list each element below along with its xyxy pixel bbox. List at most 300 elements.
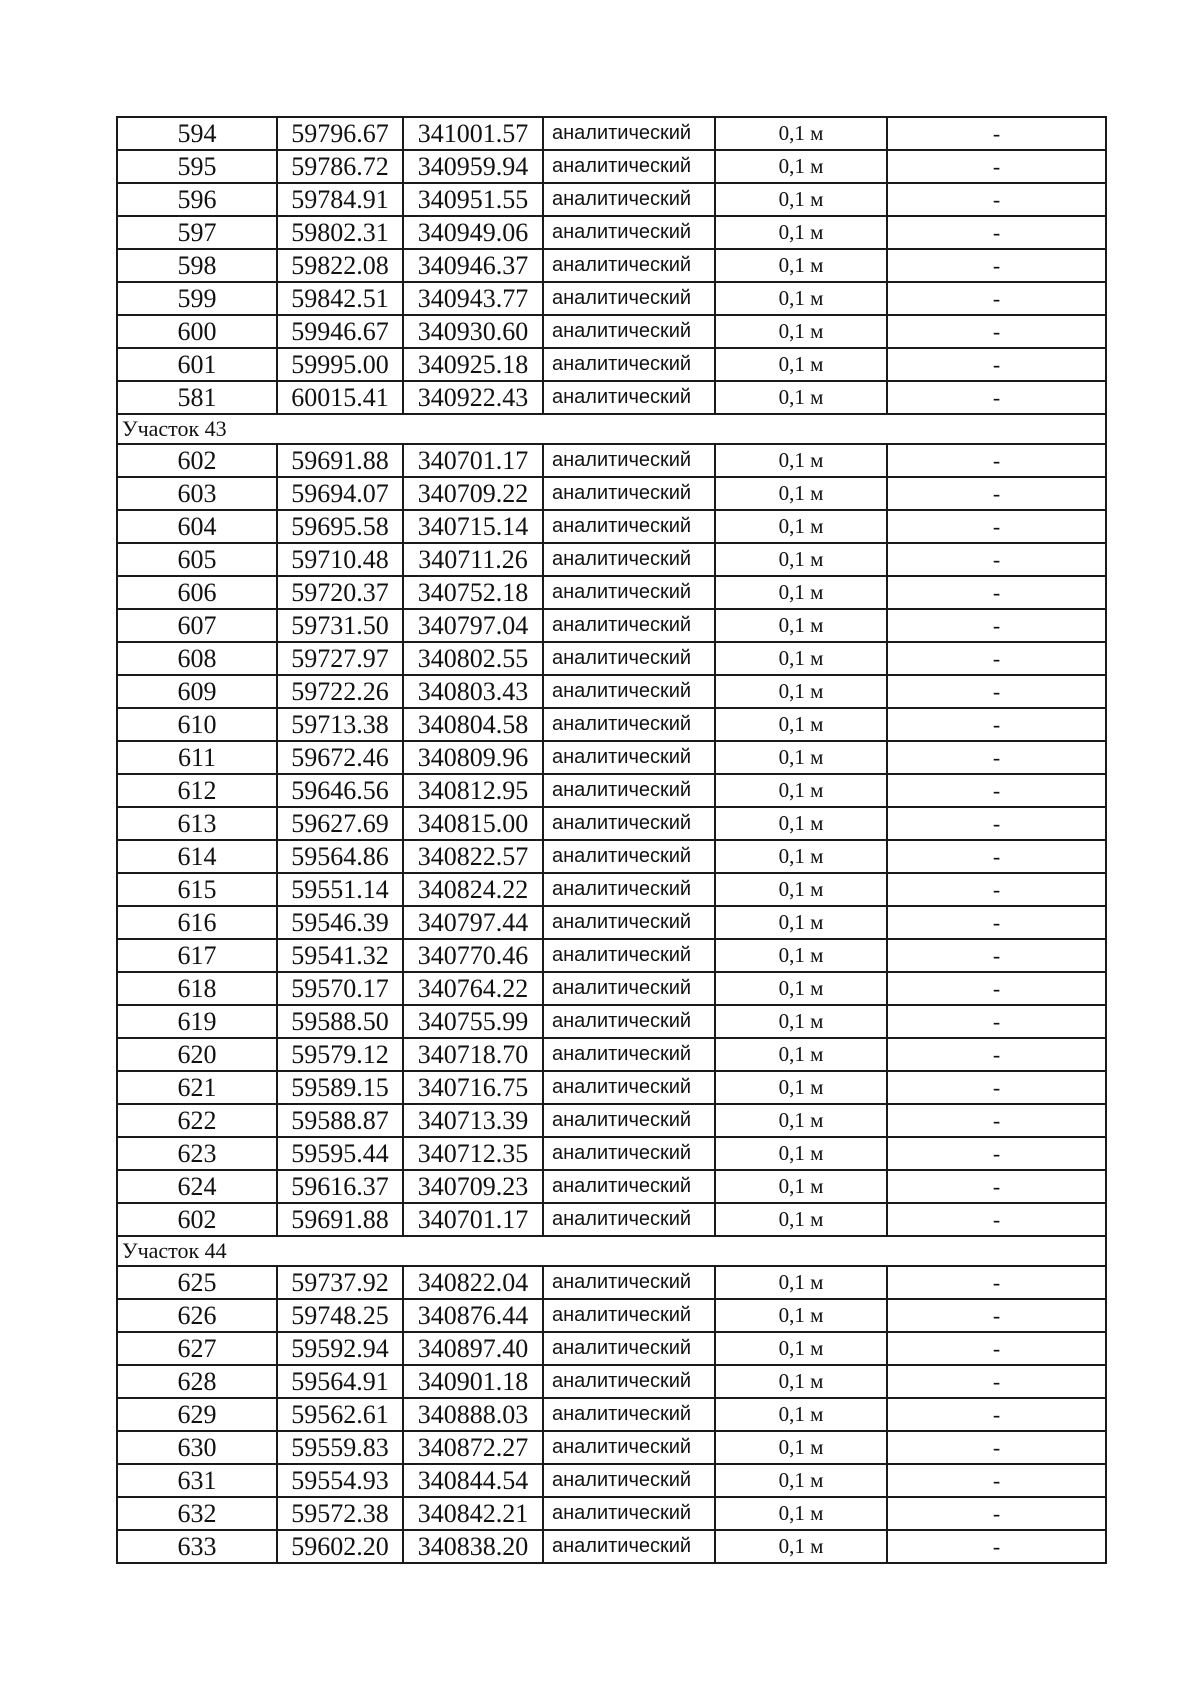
x-coordinate-cell: 59842.51: [277, 282, 403, 315]
accuracy-cell: 0,1 м: [715, 642, 887, 675]
x-coordinate-cell: 59564.91: [277, 1365, 403, 1398]
y-coordinate-cell: 340709.22: [403, 477, 543, 510]
accuracy-cell: 0,1 м: [715, 444, 887, 477]
point-number-cell: 581: [117, 381, 277, 414]
accuracy-cell: 0,1 м: [715, 348, 887, 381]
note-cell: -: [887, 1104, 1106, 1137]
table-row: [117, 1137, 1106, 1170]
point-number-cell: 594: [117, 117, 277, 150]
y-coordinate-cell: 340888.03: [403, 1398, 543, 1431]
y-coordinate-cell: 340701.17: [403, 1203, 543, 1236]
accuracy-cell: 0,1 м: [715, 1332, 887, 1365]
accuracy-cell: 0,1 м: [715, 939, 887, 972]
y-coordinate-cell: 340946.37: [403, 249, 543, 282]
method-cell: аналитический: [543, 1464, 715, 1497]
point-number-cell: 614: [117, 840, 277, 873]
method-cell: аналитический: [543, 708, 715, 741]
x-coordinate-cell: 59588.50: [277, 1005, 403, 1038]
note-cell: -: [887, 1266, 1106, 1299]
table-row: [117, 741, 1106, 774]
method-cell: аналитический: [543, 216, 715, 249]
x-coordinate-cell: 59691.88: [277, 444, 403, 477]
x-coordinate-cell: 59551.14: [277, 873, 403, 906]
point-number-cell: 626: [117, 1299, 277, 1332]
y-coordinate-cell: 340876.44: [403, 1299, 543, 1332]
x-coordinate-cell: 59572.38: [277, 1497, 403, 1530]
method-cell: аналитический: [543, 576, 715, 609]
table-row: [117, 939, 1106, 972]
accuracy-cell: 0,1 м: [715, 543, 887, 576]
y-coordinate-cell: 340701.17: [403, 444, 543, 477]
point-number-cell: 624: [117, 1170, 277, 1203]
point-number-cell: 596: [117, 183, 277, 216]
section-title: Участок 44: [117, 1236, 1106, 1266]
table-row: [117, 1398, 1106, 1431]
y-coordinate-cell: 340803.43: [403, 675, 543, 708]
table-row: [117, 1203, 1106, 1236]
note-cell: -: [887, 117, 1106, 150]
table-row: [117, 1464, 1106, 1497]
y-coordinate-cell: 340824.22: [403, 873, 543, 906]
table-row: [117, 1431, 1106, 1464]
x-coordinate-cell: 59541.32: [277, 939, 403, 972]
point-number-cell: 619: [117, 1005, 277, 1038]
method-cell: аналитический: [543, 249, 715, 282]
accuracy-cell: 0,1 м: [715, 741, 887, 774]
table-row: [117, 840, 1106, 873]
accuracy-cell: 0,1 м: [715, 1497, 887, 1530]
y-coordinate-cell: 340718.70: [403, 1038, 543, 1071]
accuracy-cell: 0,1 м: [715, 675, 887, 708]
accuracy-cell: 0,1 м: [715, 1038, 887, 1071]
y-coordinate-cell: 341001.57: [403, 117, 543, 150]
y-coordinate-cell: 340797.44: [403, 906, 543, 939]
x-coordinate-cell: 59786.72: [277, 150, 403, 183]
note-cell: -: [887, 1431, 1106, 1464]
method-cell: аналитический: [543, 1530, 715, 1563]
y-coordinate-cell: 340922.43: [403, 381, 543, 414]
point-number-cell: 620: [117, 1038, 277, 1071]
table-row: [117, 675, 1106, 708]
accuracy-cell: 0,1 м: [715, 840, 887, 873]
method-cell: аналитический: [543, 150, 715, 183]
point-number-cell: 618: [117, 972, 277, 1005]
method-cell: аналитический: [543, 675, 715, 708]
note-cell: -: [887, 348, 1106, 381]
point-number-cell: 598: [117, 249, 277, 282]
note-cell: -: [887, 1365, 1106, 1398]
x-coordinate-cell: 59589.15: [277, 1071, 403, 1104]
x-coordinate-cell: 59546.39: [277, 906, 403, 939]
table-row: [117, 1071, 1106, 1104]
table-row: [117, 1365, 1106, 1398]
note-cell: -: [887, 543, 1106, 576]
point-number-cell: 595: [117, 150, 277, 183]
y-coordinate-cell: 340711.26: [403, 543, 543, 576]
y-coordinate-cell: 340951.55: [403, 183, 543, 216]
note-cell: -: [887, 972, 1106, 1005]
y-coordinate-cell: 340838.20: [403, 1530, 543, 1563]
note-cell: -: [887, 477, 1106, 510]
y-coordinate-cell: 340804.58: [403, 708, 543, 741]
method-cell: аналитический: [543, 1299, 715, 1332]
table-row: [117, 444, 1106, 477]
y-coordinate-cell: 340716.75: [403, 1071, 543, 1104]
method-cell: аналитический: [543, 477, 715, 510]
method-cell: аналитический: [543, 939, 715, 972]
y-coordinate-cell: 340815.00: [403, 807, 543, 840]
method-cell: аналитический: [543, 1038, 715, 1071]
accuracy-cell: 0,1 м: [715, 807, 887, 840]
table-row: [117, 1497, 1106, 1530]
table-row: [117, 348, 1106, 381]
accuracy-cell: 0,1 м: [715, 117, 887, 150]
point-number-cell: 606: [117, 576, 277, 609]
note-cell: -: [887, 576, 1106, 609]
method-cell: аналитический: [543, 906, 715, 939]
point-number-cell: 615: [117, 873, 277, 906]
method-cell: аналитический: [543, 510, 715, 543]
y-coordinate-cell: 340822.04: [403, 1266, 543, 1299]
table-row: [117, 807, 1106, 840]
x-coordinate-cell: 59602.20: [277, 1530, 403, 1563]
point-number-cell: 612: [117, 774, 277, 807]
x-coordinate-cell: 59616.37: [277, 1170, 403, 1203]
note-cell: -: [887, 642, 1106, 675]
y-coordinate-cell: 340712.35: [403, 1137, 543, 1170]
note-cell: -: [887, 807, 1106, 840]
y-coordinate-cell: 340844.54: [403, 1464, 543, 1497]
y-coordinate-cell: 340872.27: [403, 1431, 543, 1464]
point-number-cell: 599: [117, 282, 277, 315]
method-cell: аналитический: [543, 774, 715, 807]
y-coordinate-cell: 340822.57: [403, 840, 543, 873]
note-cell: -: [887, 183, 1106, 216]
accuracy-cell: 0,1 м: [715, 1431, 887, 1464]
x-coordinate-cell: 59748.25: [277, 1299, 403, 1332]
point-number-cell: 627: [117, 1332, 277, 1365]
x-coordinate-cell: 59694.07: [277, 477, 403, 510]
point-number-cell: 623: [117, 1137, 277, 1170]
y-coordinate-cell: 340949.06: [403, 216, 543, 249]
method-cell: аналитический: [543, 348, 715, 381]
method-cell: аналитический: [543, 543, 715, 576]
note-cell: -: [887, 774, 1106, 807]
x-coordinate-cell: 59559.83: [277, 1431, 403, 1464]
note-cell: -: [887, 1332, 1106, 1365]
note-cell: -: [887, 741, 1106, 774]
note-cell: -: [887, 873, 1106, 906]
method-cell: аналитический: [543, 1398, 715, 1431]
table-row: [117, 381, 1106, 414]
point-number-cell: 613: [117, 807, 277, 840]
table-row: [117, 1530, 1106, 1563]
x-coordinate-cell: 59595.44: [277, 1137, 403, 1170]
method-cell: аналитический: [543, 1365, 715, 1398]
method-cell: аналитический: [543, 1170, 715, 1203]
accuracy-cell: 0,1 м: [715, 1398, 887, 1431]
point-number-cell: 617: [117, 939, 277, 972]
method-cell: аналитический: [543, 840, 715, 873]
method-cell: аналитический: [543, 1266, 715, 1299]
point-number-cell: 607: [117, 609, 277, 642]
x-coordinate-cell: 59802.31: [277, 216, 403, 249]
accuracy-cell: 0,1 м: [715, 183, 887, 216]
accuracy-cell: 0,1 м: [715, 1464, 887, 1497]
method-cell: аналитический: [543, 444, 715, 477]
y-coordinate-cell: 340930.60: [403, 315, 543, 348]
y-coordinate-cell: 340802.55: [403, 642, 543, 675]
table-row: [117, 873, 1106, 906]
y-coordinate-cell: 340812.95: [403, 774, 543, 807]
point-number-cell: 611: [117, 741, 277, 774]
accuracy-cell: 0,1 м: [715, 774, 887, 807]
accuracy-cell: 0,1 м: [715, 708, 887, 741]
x-coordinate-cell: 59646.56: [277, 774, 403, 807]
x-coordinate-cell: 59727.97: [277, 642, 403, 675]
point-number-cell: 609: [117, 675, 277, 708]
table-row: [117, 315, 1106, 348]
y-coordinate-cell: 340713.39: [403, 1104, 543, 1137]
accuracy-cell: 0,1 м: [715, 249, 887, 282]
x-coordinate-cell: 59731.50: [277, 609, 403, 642]
x-coordinate-cell: 59672.46: [277, 741, 403, 774]
method-cell: аналитический: [543, 1431, 715, 1464]
note-cell: -: [887, 1299, 1106, 1332]
table-row: [117, 576, 1106, 609]
note-cell: -: [887, 1398, 1106, 1431]
y-coordinate-cell: 340715.14: [403, 510, 543, 543]
x-coordinate-cell: 59946.67: [277, 315, 403, 348]
accuracy-cell: 0,1 м: [715, 1170, 887, 1203]
table-row: [117, 972, 1106, 1005]
point-number-cell: 602: [117, 1203, 277, 1236]
note-cell: -: [887, 1005, 1106, 1038]
point-number-cell: 605: [117, 543, 277, 576]
x-coordinate-cell: 59995.00: [277, 348, 403, 381]
table-row: [117, 282, 1106, 315]
accuracy-cell: 0,1 м: [715, 873, 887, 906]
accuracy-cell: 0,1 м: [715, 282, 887, 315]
note-cell: -: [887, 1071, 1106, 1104]
method-cell: аналитический: [543, 315, 715, 348]
method-cell: аналитический: [543, 1203, 715, 1236]
method-cell: аналитический: [543, 1332, 715, 1365]
table-row: [117, 1299, 1106, 1332]
note-cell: -: [887, 150, 1106, 183]
table-row: [117, 906, 1106, 939]
y-coordinate-cell: 340897.40: [403, 1332, 543, 1365]
accuracy-cell: 0,1 м: [715, 1365, 887, 1398]
x-coordinate-cell: 60015.41: [277, 381, 403, 414]
method-cell: аналитический: [543, 117, 715, 150]
x-coordinate-cell: 59784.91: [277, 183, 403, 216]
point-number-cell: 631: [117, 1464, 277, 1497]
method-cell: аналитический: [543, 741, 715, 774]
note-cell: -: [887, 381, 1106, 414]
accuracy-cell: 0,1 м: [715, 510, 887, 543]
note-cell: -: [887, 1203, 1106, 1236]
y-coordinate-cell: 340797.04: [403, 609, 543, 642]
table-row: [117, 249, 1106, 282]
note-cell: -: [887, 939, 1106, 972]
point-number-cell: 604: [117, 510, 277, 543]
x-coordinate-cell: 59796.67: [277, 117, 403, 150]
note-cell: -: [887, 906, 1106, 939]
method-cell: аналитический: [543, 1104, 715, 1137]
method-cell: аналитический: [543, 183, 715, 216]
accuracy-cell: 0,1 м: [715, 216, 887, 249]
x-coordinate-cell: 59713.38: [277, 708, 403, 741]
note-cell: -: [887, 510, 1106, 543]
table-row: [117, 1104, 1106, 1137]
note-cell: -: [887, 444, 1106, 477]
table-row: [117, 1038, 1106, 1071]
table-row: [117, 1005, 1106, 1038]
point-number-cell: 622: [117, 1104, 277, 1137]
point-number-cell: 601: [117, 348, 277, 381]
method-cell: аналитический: [543, 282, 715, 315]
x-coordinate-cell: 59564.86: [277, 840, 403, 873]
note-cell: -: [887, 840, 1106, 873]
point-number-cell: 630: [117, 1431, 277, 1464]
table-row: [117, 1170, 1106, 1203]
y-coordinate-cell: 340709.23: [403, 1170, 543, 1203]
y-coordinate-cell: 340959.94: [403, 150, 543, 183]
table-row: [117, 1332, 1106, 1365]
point-number-cell: 632: [117, 1497, 277, 1530]
note-cell: -: [887, 708, 1106, 741]
x-coordinate-cell: 59592.94: [277, 1332, 403, 1365]
table-row: [117, 543, 1106, 576]
section-header-row: [117, 414, 1106, 444]
x-coordinate-cell: 59562.61: [277, 1398, 403, 1431]
accuracy-cell: 0,1 м: [715, 1203, 887, 1236]
table-row: [117, 1266, 1106, 1299]
accuracy-cell: 0,1 м: [715, 150, 887, 183]
table-row: [117, 708, 1106, 741]
accuracy-cell: 0,1 м: [715, 972, 887, 1005]
table-row: [117, 117, 1106, 150]
x-coordinate-cell: 59627.69: [277, 807, 403, 840]
note-cell: -: [887, 249, 1106, 282]
point-number-cell: 603: [117, 477, 277, 510]
section-header-row: [117, 1236, 1106, 1266]
x-coordinate-cell: 59588.87: [277, 1104, 403, 1137]
accuracy-cell: 0,1 м: [715, 1137, 887, 1170]
accuracy-cell: 0,1 м: [715, 477, 887, 510]
table-row: [117, 477, 1106, 510]
method-cell: аналитический: [543, 873, 715, 906]
note-cell: -: [887, 1497, 1106, 1530]
method-cell: аналитический: [543, 642, 715, 675]
x-coordinate-cell: 59695.58: [277, 510, 403, 543]
table-row: [117, 150, 1106, 183]
x-coordinate-cell: 59710.48: [277, 543, 403, 576]
note-cell: -: [887, 216, 1106, 249]
note-cell: -: [887, 1530, 1106, 1563]
method-cell: аналитический: [543, 1137, 715, 1170]
point-number-cell: 629: [117, 1398, 277, 1431]
point-number-cell: 602: [117, 444, 277, 477]
method-cell: аналитический: [543, 609, 715, 642]
y-coordinate-cell: 340755.99: [403, 1005, 543, 1038]
point-number-cell: 610: [117, 708, 277, 741]
y-coordinate-cell: 340752.18: [403, 576, 543, 609]
method-cell: аналитический: [543, 381, 715, 414]
x-coordinate-cell: 59554.93: [277, 1464, 403, 1497]
table-row: [117, 183, 1106, 216]
accuracy-cell: 0,1 м: [715, 1005, 887, 1038]
note-cell: -: [887, 1137, 1106, 1170]
method-cell: аналитический: [543, 1497, 715, 1530]
y-coordinate-cell: 340764.22: [403, 972, 543, 1005]
accuracy-cell: 0,1 м: [715, 315, 887, 348]
table-row: [117, 609, 1106, 642]
x-coordinate-cell: 59579.12: [277, 1038, 403, 1071]
table-row: [117, 642, 1106, 675]
method-cell: аналитический: [543, 807, 715, 840]
point-number-cell: 625: [117, 1266, 277, 1299]
note-cell: -: [887, 675, 1106, 708]
x-coordinate-cell: 59720.37: [277, 576, 403, 609]
table-row: [117, 510, 1106, 543]
accuracy-cell: 0,1 м: [715, 1071, 887, 1104]
method-cell: аналитический: [543, 972, 715, 1005]
table-row: [117, 774, 1106, 807]
accuracy-cell: 0,1 м: [715, 1530, 887, 1563]
table-body: [117, 117, 1106, 1563]
table-row: [117, 216, 1106, 249]
y-coordinate-cell: 340925.18: [403, 348, 543, 381]
x-coordinate-cell: 59822.08: [277, 249, 403, 282]
note-cell: -: [887, 609, 1106, 642]
accuracy-cell: 0,1 м: [715, 1104, 887, 1137]
x-coordinate-cell: 59691.88: [277, 1203, 403, 1236]
y-coordinate-cell: 340770.46: [403, 939, 543, 972]
note-cell: -: [887, 282, 1106, 315]
accuracy-cell: 0,1 м: [715, 576, 887, 609]
point-number-cell: 600: [117, 315, 277, 348]
coordinates-table: [116, 116, 1107, 1564]
x-coordinate-cell: 59722.26: [277, 675, 403, 708]
x-coordinate-cell: 59737.92: [277, 1266, 403, 1299]
x-coordinate-cell: 59570.17: [277, 972, 403, 1005]
y-coordinate-cell: 340901.18: [403, 1365, 543, 1398]
section-title: Участок 43: [117, 414, 1106, 444]
method-cell: аналитический: [543, 1071, 715, 1104]
point-number-cell: 616: [117, 906, 277, 939]
point-number-cell: 621: [117, 1071, 277, 1104]
point-number-cell: 597: [117, 216, 277, 249]
accuracy-cell: 0,1 м: [715, 609, 887, 642]
point-number-cell: 633: [117, 1530, 277, 1563]
note-cell: -: [887, 1464, 1106, 1497]
note-cell: -: [887, 315, 1106, 348]
y-coordinate-cell: 340842.21: [403, 1497, 543, 1530]
accuracy-cell: 0,1 м: [715, 1299, 887, 1332]
note-cell: -: [887, 1038, 1106, 1071]
accuracy-cell: 0,1 м: [715, 381, 887, 414]
accuracy-cell: 0,1 м: [715, 1266, 887, 1299]
note-cell: -: [887, 1170, 1106, 1203]
accuracy-cell: 0,1 м: [715, 906, 887, 939]
point-number-cell: 608: [117, 642, 277, 675]
method-cell: аналитический: [543, 1005, 715, 1038]
y-coordinate-cell: 340943.77: [403, 282, 543, 315]
point-number-cell: 628: [117, 1365, 277, 1398]
y-coordinate-cell: 340809.96: [403, 741, 543, 774]
